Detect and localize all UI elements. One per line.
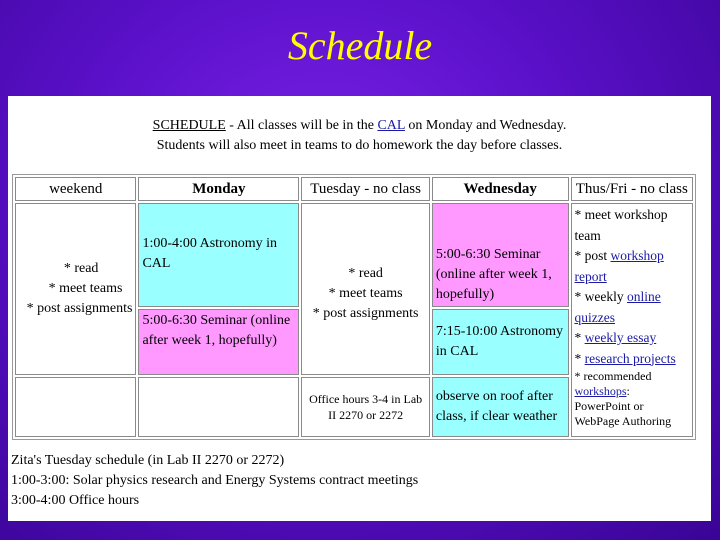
- tuesday-office-hours-cell: Office hours 3-4 in Lab II 2270 or 2272: [301, 377, 430, 437]
- table-header-row: [15, 177, 693, 201]
- tuesday-post-assignments: * post assignments: [312, 305, 419, 321]
- thus-fri-cell: [571, 203, 694, 437]
- research-projects-link[interactable]: research projects: [584, 350, 676, 366]
- zita-line-2: 1:00-3:00: Solar physics research and Energy Systems contract meetings: [11, 473, 419, 488]
- slide-title: Schedule: [287, 23, 433, 68]
- weekend-meet-teams: * meet teams: [48, 281, 123, 296]
- tuesday-cell: [301, 203, 430, 375]
- research-projects: * research projects: [574, 350, 676, 366]
- workshops-line: workshops:: [574, 384, 630, 398]
- tuesday-read: * read: [348, 265, 383, 281]
- weekly-online-quizzes: * weekly online quizzes: [574, 289, 661, 325]
- workshop-report-link[interactable]: workshop report: [574, 248, 664, 284]
- weekend-post-assignments: * post assignments: [26, 301, 133, 316]
- weekend-read: * read: [63, 261, 99, 276]
- schedule-header: [8, 116, 711, 156]
- wednesday-astronomy-cell: 7:15-10:00 Astronomy in CAL: [432, 309, 569, 375]
- schedule-label: SCHEDULE: [152, 118, 226, 133]
- header-text-a: - All classes will be in the: [225, 118, 378, 133]
- schedule-table: [12, 174, 696, 440]
- tuesday-meet-teams: * meet teams: [328, 285, 403, 301]
- col-monday: Monday: [138, 177, 299, 201]
- weekly-essay: * weekly essay: [574, 330, 657, 345]
- webpage-authoring-text: WebPage Authoring: [574, 414, 672, 428]
- header-text-b: on Monday and Wednesday.: [404, 118, 567, 133]
- monday-empty-cell: [138, 377, 299, 437]
- weekly-essay-link[interactable]: weekly essay: [584, 330, 657, 345]
- online-quizzes-link[interactable]: online quizzes: [574, 289, 661, 325]
- zita-schedule: [11, 451, 418, 511]
- table-row: [15, 203, 693, 307]
- wednesday-observe-cell: observe on roof after class, if clear weather: [432, 377, 569, 437]
- meet-workshop-team: * meet workshop team: [574, 207, 668, 243]
- col-tuesday: Tuesday - no class: [301, 177, 430, 201]
- post-workshop-report: * post workshop report: [574, 248, 664, 284]
- schedule-panel: [8, 96, 711, 521]
- zita-line-3: 3:00-4:00 Office hours: [11, 493, 140, 508]
- cal-link[interactable]: CAL: [377, 118, 405, 133]
- zita-line-1: Zita's Tuesday schedule (in Lab II 2270 or 2272): [11, 453, 285, 468]
- wednesday-seminar-cell: 5:00-6:30 Seminar (online after week 1, hopefully): [432, 203, 569, 307]
- col-wednesday: Wednesday: [432, 177, 569, 201]
- powerpoint-text: PowerPoint or: [574, 399, 644, 413]
- col-weekend: weekend: [15, 177, 136, 201]
- weekend-empty-cell: [15, 377, 136, 437]
- monday-astronomy-cell: 1:00-4:00 Astronomy in CAL: [138, 203, 299, 307]
- col-thus-fri: Thus/Fri - no class: [571, 177, 694, 201]
- workshops-link[interactable]: workshops: [574, 384, 627, 398]
- recommended: * recommended: [574, 369, 652, 383]
- monday-seminar-cell: 5:00-6:30 Seminar (online after week 1, hopefully): [138, 309, 299, 375]
- header-line-1: [8, 116, 711, 136]
- header-line-2: Students will also meet in teams to do homework the day before classes.: [156, 138, 563, 153]
- weekend-cell: [15, 203, 136, 375]
